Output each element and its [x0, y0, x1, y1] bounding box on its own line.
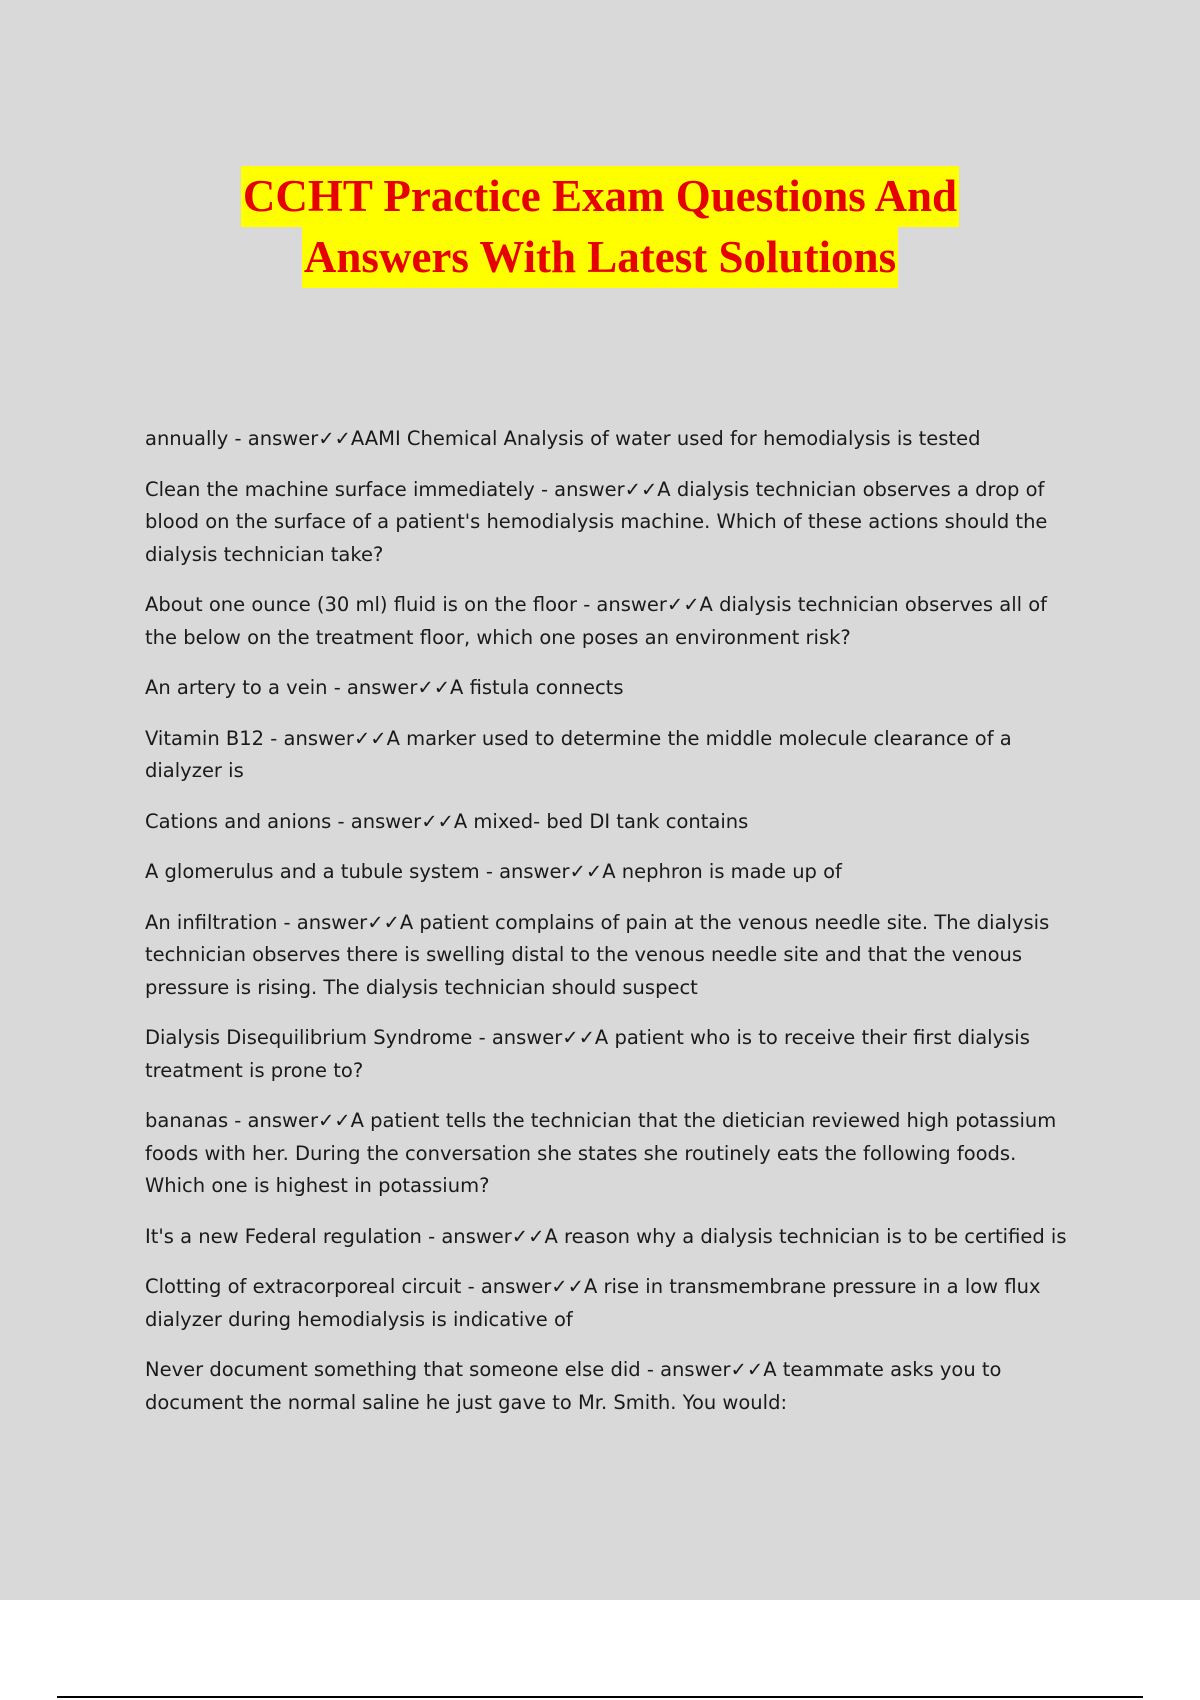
qa-item: A glomerulus and a tubule system - answer✓✓A nephron is made up of	[145, 860, 842, 883]
qa-item: An artery to a vein - answer✓✓A fistula connects	[145, 676, 624, 699]
qa-item: It's a new Federal regulation - answer✓✓A reason why a dialysis technician is to be certified is	[145, 1224, 1067, 1248]
title-line-1: CCHT Practice Exam Questions And	[241, 166, 959, 227]
page-bottom-divider	[57, 1696, 1143, 1698]
qa-list	[145, 423, 1075, 1437]
qa-item: Clean the machine surface immediately - answer✓✓A dialysis technician observes a drop of blood on the surface of a patient's hemodialysis machine. Which of these actions should the dialysis technician take?	[145, 477, 1048, 566]
qa-item: bananas - answer✓✓A patient tells the technician that the dietician reviewed high potassium foods with her. During the conversation she states she routinely eats the following foods. Which one is highest in potassium?	[145, 1109, 1057, 1197]
qa-item: Cations and anions - answer✓✓A mixed- bed DI tank contains	[145, 809, 749, 833]
qa-item: Never document something that someone else did - answer✓✓A teammate asks you to document the normal saline he just gave to Mr. Smith. You would:	[145, 1358, 1002, 1414]
title-line-2: Answers With Latest Solutions	[302, 227, 898, 288]
qa-item: Clotting of extracorporeal circuit - answer✓✓A rise in transmembrane pressure in a low flux dialyzer during hemodialysis is indicative of	[145, 1275, 1041, 1331]
qa-item: Vitamin B12 - answer✓✓A marker used to determine the middle molecule clearance of a dialyzer is	[145, 726, 1012, 782]
qa-item: annually - answer✓✓AAMI Chemical Analysis of water used for hemodialysis is tested	[145, 427, 981, 450]
qa-item: An infiltration - answer✓✓A patient complains of pain at the venous needle site. The dialysis technician observes there is swelling distal to the venous needle site and that the venous pressure is rising. The dialysis technician should suspect	[145, 910, 1050, 999]
qa-item: About one ounce (30 ml) fluid is on the floor - answer✓✓A dialysis technician observes all of the below on the treatment floor, which one poses an environment risk?	[145, 593, 1048, 649]
qa-item: Dialysis Disequilibrium Syndrome - answer✓✓A patient who is to receive their first dialysis treatment is prone to?	[145, 1026, 1030, 1082]
document-title	[0, 166, 1200, 288]
